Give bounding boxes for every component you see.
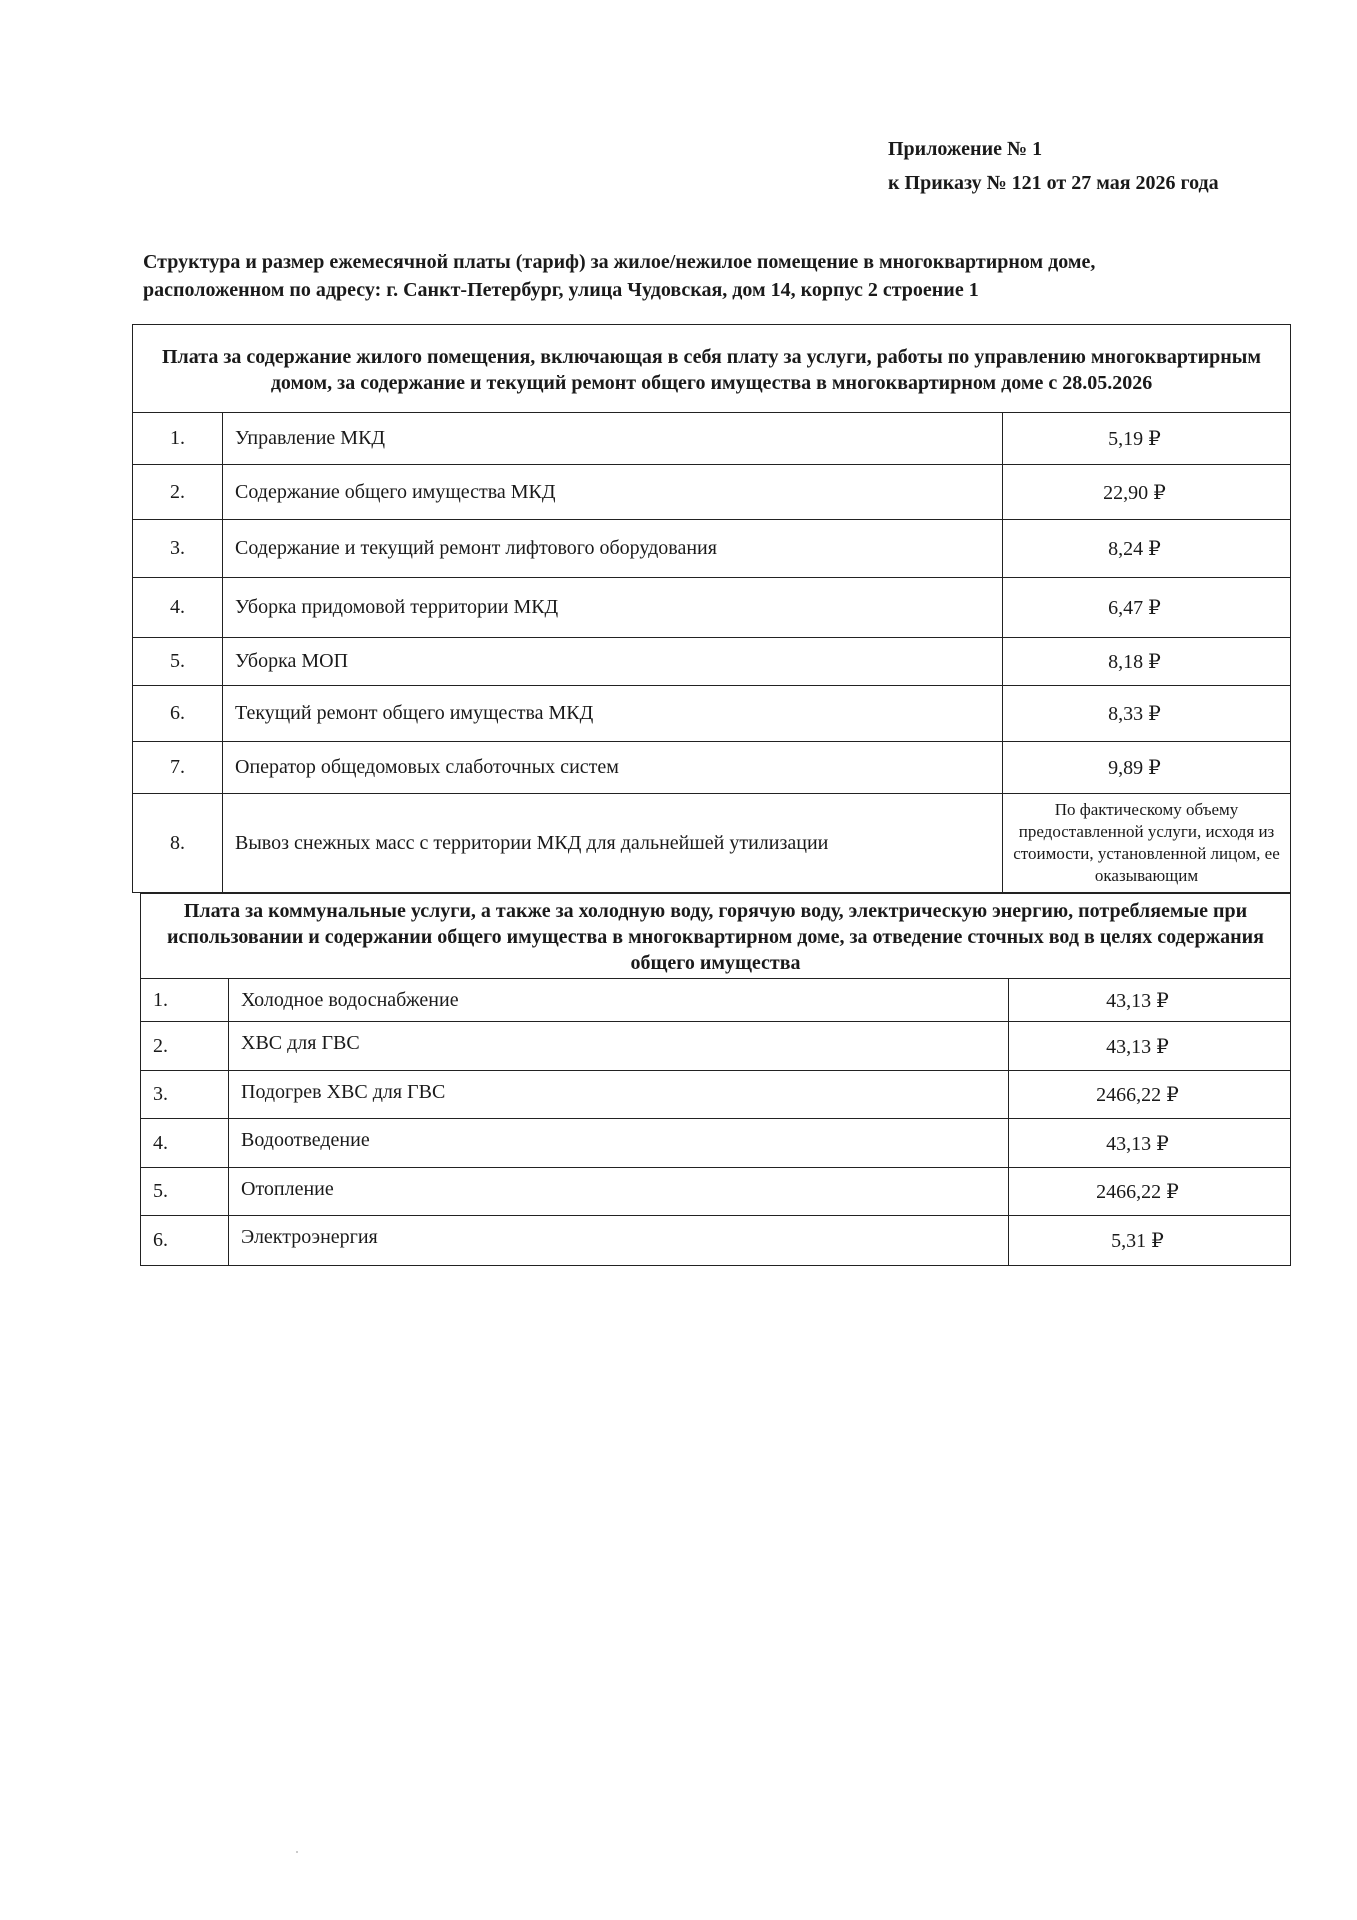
row-number: 4. [133, 578, 223, 638]
row-number: 2. [133, 465, 223, 520]
appendix-number: Приложение № 1 [888, 138, 1043, 160]
tariff-value: 2466,22 ₽ [1009, 1168, 1291, 1216]
tariff-value: 8,24 ₽ [1003, 520, 1291, 578]
table-row [133, 742, 1291, 794]
row-number: 5. [141, 1168, 229, 1216]
section-heading-row [141, 894, 1291, 979]
tariff-value: 8,33 ₽ [1003, 686, 1291, 742]
housing-maintenance-tariff-table [132, 324, 1291, 893]
section-heading-row [133, 325, 1291, 413]
row-number: 5. [133, 638, 223, 686]
tariff-value: 43,13 ₽ [1009, 1119, 1291, 1168]
service-name: Оператор общедомовых слаботочных систем [223, 742, 1003, 794]
row-number: 3. [133, 520, 223, 578]
service-name: Водоотведение [229, 1119, 1009, 1168]
row-number: 7. [133, 742, 223, 794]
section2-heading: Плата за коммунальные услуги, а также за холодную воду, горячую воду, электрическую энергию, потребляемые при использовании и содержании общего имущества в многоквартирном доме, за отведение сточных вод в целях содержания общего имущества [141, 894, 1291, 979]
row-number: 1. [141, 979, 229, 1022]
table-row [141, 1022, 1291, 1071]
tariff-value: 43,13 ₽ [1009, 979, 1291, 1022]
row-number: 2. [141, 1022, 229, 1071]
tariff-note: По фактическому объему предоставленной услуги, исходя из стоимости, установленной лицом, ее оказывающим [1003, 794, 1291, 893]
row-number: 1. [133, 413, 223, 465]
table-row [133, 465, 1291, 520]
utilities-tariff-table [140, 893, 1291, 1266]
tariff-value: 5,31 ₽ [1009, 1216, 1291, 1266]
table-row [133, 578, 1291, 638]
service-name: Содержание и текущий ремонт лифтового оборудования [223, 520, 1003, 578]
service-name: Вывоз снежных масс с территории МКД для дальнейшей утилизации [223, 794, 1003, 893]
table-row [141, 979, 1291, 1022]
tariff-value: 2466,22 ₽ [1009, 1071, 1291, 1119]
row-number: 3. [141, 1071, 229, 1119]
service-name: Отопление [229, 1168, 1009, 1216]
service-name: Текущий ремонт общего имущества МКД [223, 686, 1003, 742]
row-number: 6. [133, 686, 223, 742]
section1-heading: Плата за содержание жилого помещения, включающая в себя плату за услуги, работы по управлению многоквартирным домом, за содержание и текущий ремонт общего имущества в многоквартирном доме с 28.05.2026 [133, 325, 1291, 413]
table-row [141, 1071, 1291, 1119]
table-row [133, 413, 1291, 465]
service-name: Управление МКД [223, 413, 1003, 465]
appendix-reference [888, 132, 1219, 200]
tariff-value: 6,47 ₽ [1003, 578, 1291, 638]
service-name: ХВС для ГВС [229, 1022, 1009, 1071]
tariff-value: 8,18 ₽ [1003, 638, 1291, 686]
table-row [133, 794, 1291, 893]
table-row [141, 1119, 1291, 1168]
table-row [141, 1168, 1291, 1216]
table-row [133, 686, 1291, 742]
title-line-2: расположенном по адресу: г. Санкт-Петербург, улица Чудовская, дом 14, корпус 2 строение 1 [143, 279, 979, 301]
tariff-value: 22,90 ₽ [1003, 465, 1291, 520]
tariff-value: 9,89 ₽ [1003, 742, 1291, 794]
service-name: Электроэнергия [229, 1216, 1009, 1266]
tariff-value: 43,13 ₽ [1009, 1022, 1291, 1071]
service-name: Холодное водоснабжение [229, 979, 1009, 1022]
order-reference: к Приказу № 121 от 27 мая 2026 года [888, 172, 1219, 194]
row-number: 4. [141, 1119, 229, 1168]
tariff-value: 5,19 ₽ [1003, 413, 1291, 465]
table-row [133, 638, 1291, 686]
document-title [143, 248, 1283, 304]
scan-speck [296, 1851, 298, 1853]
service-name: Подогрев ХВС для ГВС [229, 1071, 1009, 1119]
service-name: Уборка придомовой территории МКД [223, 578, 1003, 638]
table-row [141, 1216, 1291, 1266]
row-number: 8. [133, 794, 223, 893]
service-name: Уборка МОП [223, 638, 1003, 686]
title-line-1: Структура и размер ежемесячной платы (тариф) за жилое/нежилое помещение в многоквартирном доме, [143, 251, 1096, 273]
service-name: Содержание общего имущества МКД [223, 465, 1003, 520]
table-row [133, 520, 1291, 578]
row-number: 6. [141, 1216, 229, 1266]
